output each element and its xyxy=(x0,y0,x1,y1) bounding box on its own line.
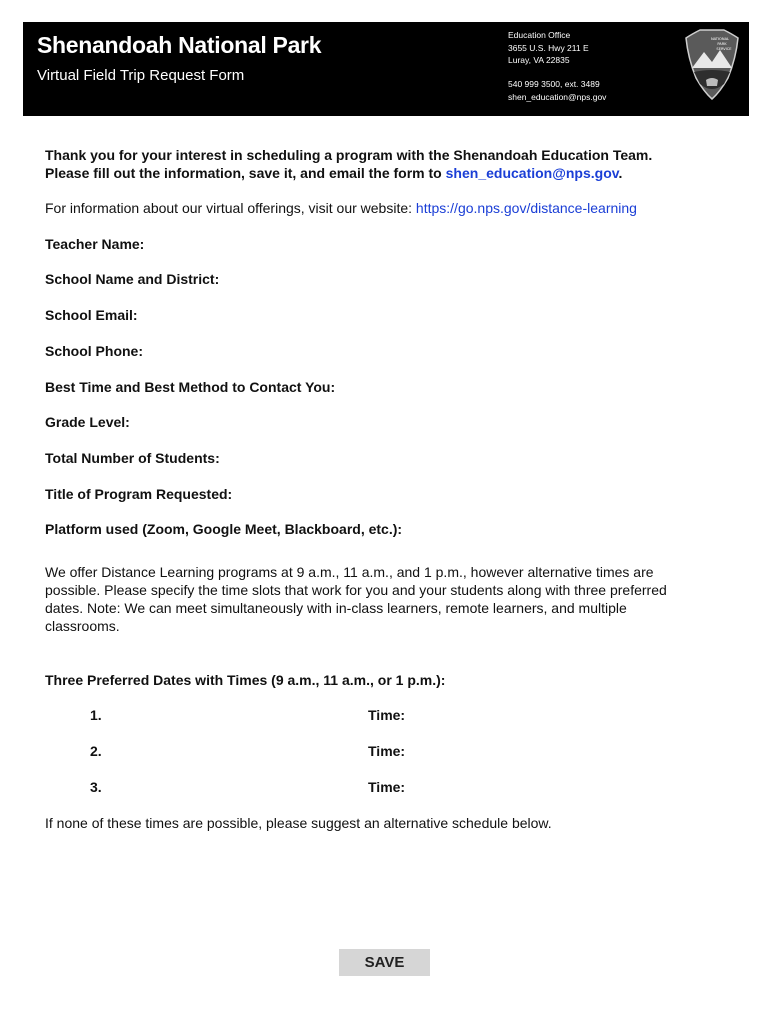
header-banner xyxy=(23,22,749,116)
intro-line-1: Thank you for your interest in scheduling a program with the Shenandoah Education Team. xyxy=(45,147,653,163)
intro-text xyxy=(45,146,652,182)
contact-method-field[interactable]: Best Time and Best Method to Contact You: xyxy=(45,379,336,395)
alternative-schedule-note: If none of these times are possible, please suggest an alternative schedule below. xyxy=(45,815,552,831)
intro-line-2 xyxy=(45,164,652,182)
date-3-field[interactable]: 3. xyxy=(90,779,102,795)
date-2-field[interactable]: 2. xyxy=(90,743,102,759)
time-3-field[interactable]: Time: xyxy=(368,779,406,795)
nps-arrowhead-logo xyxy=(684,28,740,100)
contact-street: 3655 U.S. Hwy 211 E xyxy=(508,42,589,53)
school-name-district-field[interactable]: School Name and District: xyxy=(45,271,220,287)
contact-city: Luray, VA 22835 xyxy=(508,55,570,66)
info-text xyxy=(45,200,637,217)
svg-text:PARK: PARK xyxy=(717,42,727,46)
program-title-field[interactable]: Title of Program Requested: xyxy=(45,486,233,502)
logo-lettering: NATIONAL xyxy=(710,37,730,41)
park-title: Shenandoah National Park xyxy=(37,32,322,58)
email-link[interactable]: shen_education@nps.gov xyxy=(445,165,619,181)
time-2-field[interactable]: Time: xyxy=(368,743,406,759)
info-prefix: For information about our virtual offerings, visit our website: xyxy=(45,200,416,216)
intro-line-2-prefix: Please fill out the information, save it, and email the form to xyxy=(45,165,446,181)
contact-block xyxy=(508,29,606,104)
contact-email: shen_education@nps.gov xyxy=(508,91,607,102)
contact-office: Education Office xyxy=(508,30,571,40)
svg-text:SERVICE: SERVICE xyxy=(716,47,732,51)
intro-line-2-suffix: . xyxy=(618,165,623,181)
preferred-dates-title: Three Preferred Dates with Times (9 a.m., 11 a.m., or 1 p.m.): xyxy=(45,672,446,688)
time-1-field[interactable]: Time: xyxy=(368,707,406,723)
school-email-field[interactable]: School Email: xyxy=(45,307,138,323)
school-phone-field[interactable]: School Phone: xyxy=(45,343,143,359)
teacher-name-field[interactable]: Teacher Name: xyxy=(45,236,145,252)
total-students-field[interactable]: Total Number of Students: xyxy=(45,450,220,466)
date-1-field[interactable]: 1. xyxy=(90,707,102,723)
contact-phone: 540 999 3500, ext. 3489 xyxy=(508,79,600,90)
schedule-paragraph: We offer Distance Learning programs at 9 a.m., 11 a.m., and 1 p.m., however alternative times are possible. Please specify the time slots that work for you and your students along with three preferred dates. Note: We can meet simultaneously with in-class learners, remote learners, and multiple classrooms. xyxy=(45,564,667,634)
save-button[interactable]: SAVE xyxy=(339,949,430,976)
platform-field[interactable]: Platform used (Zoom, Google Meet, Blackboard, etc.): xyxy=(45,521,403,537)
website-link[interactable]: https://go.nps.gov/distance-learning xyxy=(415,200,637,216)
form-subtitle: Virtual Field Trip Request Form xyxy=(37,67,245,84)
grade-level-field[interactable]: Grade Level: xyxy=(45,414,130,430)
